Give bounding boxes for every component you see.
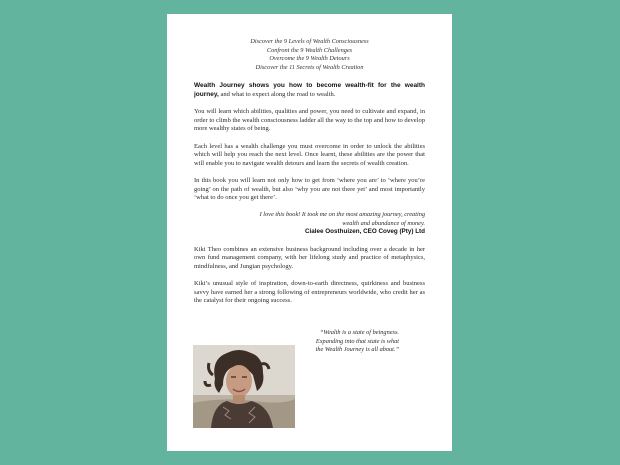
author-photo	[193, 345, 295, 428]
closing-quote-line: Expanding into that state is what	[315, 337, 399, 345]
testimonial	[194, 211, 425, 228]
book-back-cover	[167, 14, 452, 451]
headline-line: Discover the 11 Secrets of Wealth Creation	[255, 63, 364, 71]
headline-line: Discover the 9 Levels of Wealth Consciousness	[250, 38, 369, 45]
bio-paragraph: Kiki Theo combines an extensive business background including over a decade in her own fund management company, with her lifelong study and practice of metaphysics, mindfulness, and Jungian psychology.	[194, 245, 425, 270]
headline-line: Confront the 9 Wealth Challenges	[266, 46, 353, 54]
body-paragraph: You will learn which abilities, qualities and power, you need to cultivate and expand, in order to climb the wealth consciousness ladder all the way to the top and how to develop more wealthy states of being.	[194, 108, 425, 133]
headline-block	[194, 38, 425, 72]
testimonial-attribution: Cialee Oosthuizen, CEO Coveg (Pty) Ltd	[304, 228, 425, 236]
body-paragraph: Each level has a wealth challenge you must overcome in order to unlock the abilities which will help you reach the next level. Once learnt, these abilities are the power that will enable you to navigate wealth detours and learn the secrets of wealth creation.	[194, 142, 425, 167]
intro-rest: and what to expect along the road to wealth.	[218, 90, 336, 98]
body-paragraph: In this book you will learn not only how to get from ‘where you are’ to ‘where you’re going’ on the path of wealth, but also ‘why you are not there yet’ and most importantly ‘what to do once you get there’.	[194, 176, 425, 202]
intro-paragraph	[194, 82, 425, 99]
cover-text	[194, 38, 425, 306]
author-portrait-image	[193, 345, 295, 428]
closing-quote-line: “Wealth is a state of beingness.	[319, 329, 399, 336]
bio-paragraph: Kiki’s unusual style of inspiration, down-to-earth directness, quirkiness and business savvy have earned her a strong following of entrepreneurs worldwide, who credit her as the catalyst for their ongoing success.	[194, 280, 425, 305]
intro-bold: Wealth Journey shows you how to become wealth-fit for the wealth journey,	[194, 82, 425, 98]
headline-line: Overcome the 9 Wealth Detours	[269, 55, 350, 63]
testimonial-line: I love this book! It took me on the most amazing journey, creating	[259, 211, 425, 219]
testimonial-line: wealth and abundance of money.	[342, 219, 425, 227]
closing-quote-line: the Wealth Journey is all about.”	[315, 346, 399, 354]
